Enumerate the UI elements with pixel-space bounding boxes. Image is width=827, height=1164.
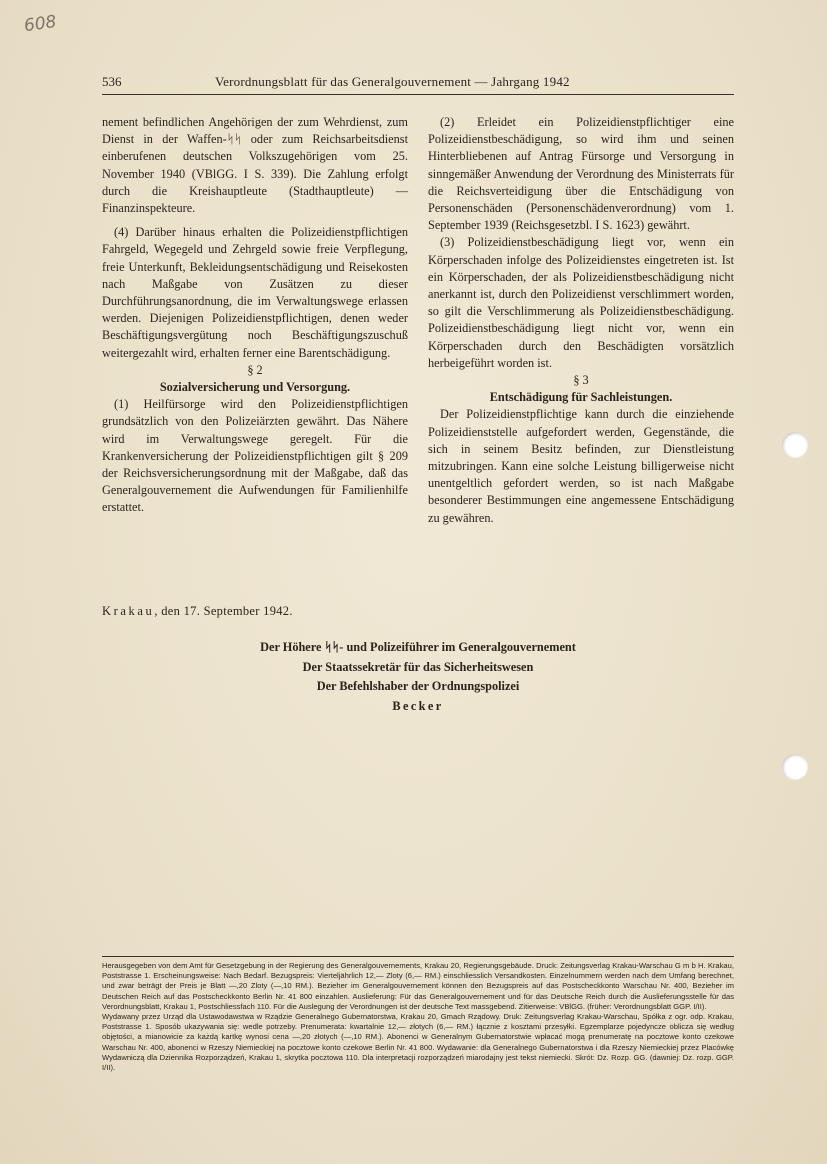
date-text: , den 17. September 1942. — [154, 604, 293, 618]
section-number: § 2 — [247, 362, 263, 377]
footer-polish: Wydawany przez Urząd dla Ustawodawstwa w Rządzie Generalnego Gubernatorstwa, Krakau 20, Gmach Rządowy. Druk: Zeitungsverlag Krakau-Warschau, Spółka z ogr. odp. Krakau, Poststrasse 1. Sposób ukazywania się: wedle potrzeby. Prenumerata: kwartalnie 12,— złotych (6,— RM.) łącznie z kosztami przesyłki. Egzemplarze pojedyncze oblicza się według objętości, a mianowicie za każdą kartkę wynosi cena —,20 złotych (—,10 RM.). Abonenci w Generalnym Gubernatorstwie wpłacać mogą prenumeratę na pocztowe konto czekowe Warschau Nr. 400, abonenci w Rzeszy Niemieckiej na pocztowe konto czekowe Berlin Nr. 41 800. Wydawanie: dla Generalnego Gubernatorstwa i dla Rzeszy Niemieckiej przez Placówkę Wydawniczą dla Dziennika Rozporządzeń, Krakau 1, skrytka pocztowa 110. Dla interpretacji rozporządzeń miarodajny jest tekst niemiecki. Skrót: Dz. Rozp. GG. (dawniej: Dz. rozp. GGP. I/II). — [102, 1012, 734, 1073]
signature-block — [102, 638, 734, 716]
signature-line: Der Staatssekretär für das Sicherheitswesen — [302, 659, 534, 674]
paragraph: (1) Heilfürsorge wird den Polizeidienstpflichtigen grundsätzlich von den Polizeiärzten gewährt. Das Nähere wird im Verwaltungswege geregelt. Für die Krankenversicherung der Polizeidienstpflichtigen gilt § 209 der Reichsversicherungsordnung mit der Maßgabe, daß das Generalgouvernement die Aufwendungen für Familienhilfe erstattet. — [102, 397, 408, 515]
section-heading: Entschädigung für Sachleistungen. — [489, 390, 673, 405]
paragraph: (2) Erleidet ein Polizeidienstpflichtiger eine Polizeidienstbeschädigung, so wird ihm und seinen Hinterbliebenen auf Antrag Fürsorge und Versorgung in sinngemäßer Anwendung der Verordnung des Ministerrats für die Reichsverteidigung über die Entschädigung von Personenschäden (Personenschädenverordnung) vom 1. September 1939 (Reichsgesetzbl. I S. 1623) gewährt. — [428, 115, 734, 233]
place-and-date — [102, 604, 293, 619]
punch-hole — [782, 432, 808, 458]
left-column — [102, 114, 408, 517]
place-name: Krakau — [102, 604, 155, 618]
footer-german: Herausgegeben von dem Amt für Gesetzgebung in der Regierung des Generalgouvernements, Krakau 20, Regierungsgebäude. Druck: Zeitungsverlag Krakau-Warschau G m b H. Krakau, Poststrasse 1. Erscheinungsweise: Nach Bedarf. Bezugspreis: Vierteljährlich 12,— Zloty (6,— RM.) einschliesslich Versandkosten. Einzelnummern werden nach dem Umfang berechnet, und zwar beträgt der Preis je Blatt —,20 Zloty (—,10 RM.). Bezieher im Generalgouvernement können den Bezugspreis auf das Postscheckkonto Warschau Nr. 400, Bezieher im Deutschen Reich auf das Postscheckkonto Berlin Nr. 41 800 einzahlen. Auslieferung: Für das Generalgouvernement und für das Deutsche Reich durch die Auslieferungsstelle für das Verordnungsblatt, Krakau 1, Postschliessfach 110. Für die Auslegung der Verordnungen ist der deutsche Text massgebend. Zitierweise: VBlGG. (früher: Verordnungsblatt GGP. I/II). — [102, 961, 734, 1011]
paragraph: Der Polizeidienstpflichtige kann durch die einziehende Polizeidienststelle aufgefordert werden, Gegenstände, die sich in seinem Besitz befinden, zur Dienstleistung mitzubringen. Kann eine solche Leistung billigerweise nicht unentgeltlich gefordert werden, so ist nach Maßgabe besonderer Bestimmungen eine angemessene Entschädigung zu gewähren. — [428, 407, 734, 525]
archive-number-mark: 608 — [22, 11, 58, 37]
page-header — [102, 74, 734, 95]
paragraph: (4) Darüber hinaus erhalten die Polizeidienstpflichtigen Fahrgeld, Wegegeld und Zehrgeld sowie freie Verpflegung, freie Unterkunft, Bekleidungsentschädigung und Reisekosten nach Maßgabe von Zusätzen zu dieser Durchführungsanordnung, die im Verwaltungswege erlassen werden. Diejenigen Polizeidienstpflichtigen, denen weder Beschäftigungsvergütung noch Beschäftigungszuschuß weitergezahlt wird, erhalten ferner eine Barentschädigung. — [102, 225, 408, 360]
section-number: § 3 — [573, 373, 589, 388]
footer-divider — [102, 956, 734, 957]
signatory-name: Becker — [392, 698, 444, 713]
punch-hole — [782, 754, 808, 780]
running-title: Verordnungsblatt für das Generalgouvernement — Jahrgang 1942 — [215, 74, 570, 89]
paragraph: (3) Polizeidienstbeschädigung liegt vor, wenn ein Körperschaden infolge des Polizeidienstes eingetreten ist. Ist ein Körperschaden, der als Polizeidienstbeschädigung nicht anerkannt ist, durch den Polizeidienst verschlimmert worden, so gilt die Verschlimmerung als Polizeidienstbeschädigung. Polizeidienstbeschädigung liegt nicht vor, wenn ein Körperschaden durch den Beschädigten vorsätzlich herbeigeführt worden ist. — [428, 235, 734, 370]
signature-line: Der Höhere ᛋᛋ- und Polizeiführer im Generalgouvernement — [260, 640, 576, 654]
page-number: 536 — [102, 74, 122, 89]
section-heading: Sozialversicherung und Versorgung. — [159, 380, 351, 395]
right-column — [428, 114, 734, 527]
signature-line: Der Befehlshaber der Ordnungspolizei — [316, 679, 520, 693]
publication-footer — [102, 961, 734, 1073]
paragraph: nement befindlichen Angehörigen der zum Wehrdienst, zum Dienst in der Waffen-ᛋᛋ oder zum Reichsarbeitsdienst einberufenen deutschen Volkszugehörigen vom 25. November 1940 (VBlGG. I S. 339). Die Zahlung erfolgt durch die Kreishauptleute (Stadthauptleute) — Finanzinspekteure. — [102, 115, 408, 216]
